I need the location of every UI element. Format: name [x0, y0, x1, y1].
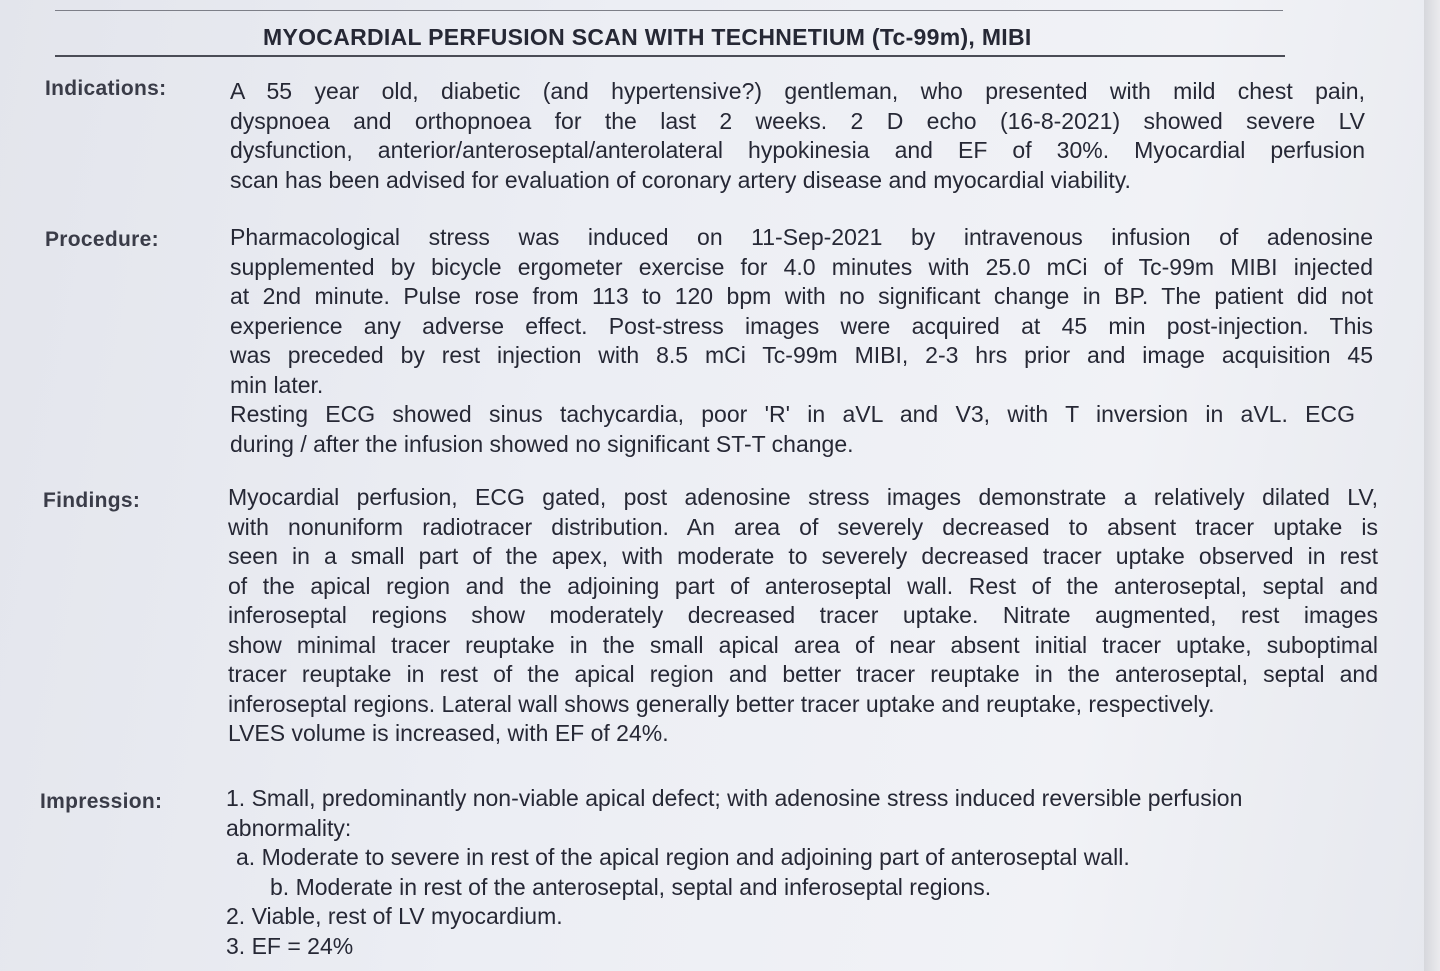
impression-item: 1. Small, predominantly non-viable apical defect; with adenosine stress induced reversible perfusion: [226, 785, 1243, 811]
impression-item: 3. EF = 24%: [226, 932, 354, 959]
procedure-text: [230, 223, 1373, 459]
impression-item: abnormality:: [226, 814, 352, 841]
findings-line: with nonuniform radiotracer distribution. An area of severely decreased to absent tracer uptake is: [228, 513, 1378, 540]
header-top-rule: [55, 10, 1283, 11]
procedure-line: during / after the infusion showed no significant ST-T change.: [230, 430, 854, 457]
findings-text: [228, 483, 1378, 749]
findings-line: of the apical region and the adjoining part of anteroseptal wall. Rest of the anteroseptal, septal and: [228, 572, 1378, 599]
impression-item: 2. Viable, rest of LV myocardium.: [226, 903, 563, 929]
procedure-line: at 2nd minute. Pulse rose from 113 to 120 bpm with no significant change in BP. The patient did not: [230, 283, 1373, 309]
impression-subitem: b. Moderate in rest of the anteroseptal, septal and inferoseptal regions.: [270, 873, 992, 900]
procedure-label: Procedure:: [45, 228, 159, 251]
procedure-line: Resting ECG showed sinus tachycardia, poor 'R' in aVL and V3, with T inversion in aVL. ECG: [230, 401, 1355, 427]
findings-line: tracer reuptake in rest of the apical region and better tracer reuptake in the anteroseptal, septal and: [228, 661, 1378, 687]
indications-line: scan has been advised for evaluation of coronary artery disease and myocardial viability.: [230, 166, 1131, 193]
paper-edge-shadow: [1424, 0, 1440, 971]
findings-line: seen in a small part of the apex, with moderate to severely decreased tracer uptake observed in rest: [228, 543, 1378, 569]
impression-text: [226, 784, 1386, 961]
procedure-line: Pharmacological stress was induced on 11-Sep-2021 by intravenous infusion of adenosine: [230, 224, 1373, 250]
findings-line: Myocardial perfusion, ECG gated, post adenosine stress images demonstrate a relatively dilated LV,: [228, 484, 1378, 510]
indications-line: dyspnoea and orthopnoea for the last 2 weeks. 2 D echo (16-8-2021) showed severe LV: [230, 107, 1365, 134]
indications-text: [230, 77, 1365, 195]
findings-label: Findings:: [43, 489, 141, 512]
findings-line: inferoseptal regions show moderately decreased tracer uptake. Nitrate augmented, rest images: [228, 602, 1378, 628]
indications-line: A 55 year old, diabetic (and hypertensive?) gentleman, who presented with mild chest pain,: [230, 78, 1365, 104]
findings-line: LVES volume is increased, with EF of 24%.: [228, 720, 669, 746]
indications-line: dysfunction, anterior/anteroseptal/anterolateral hypokinesia and EF of 30%. Myocardial perfusion: [230, 137, 1365, 163]
procedure-line: experience any adverse effect. Post-stress images were acquired at 45 min post-injection. This: [230, 312, 1373, 339]
header-bottom-rule: [55, 55, 1285, 57]
impression-label: Impression:: [40, 790, 163, 813]
findings-line: show minimal tracer reuptake in the small apical area of near absent initial tracer uptake, suboptimal: [228, 631, 1378, 658]
procedure-line: min later.: [230, 371, 324, 398]
findings-line: inferoseptal regions. Lateral wall shows generally better tracer uptake and reuptake, respectively.: [228, 690, 1215, 717]
impression-subitem: a. Moderate to severe in rest of the apical region and adjoining part of anteroseptal wall.: [236, 844, 1130, 870]
procedure-line: was preceded by rest injection with 8.5 mCi Tc-99m MIBI, 2-3 hrs prior and image acquisition 45: [230, 342, 1373, 368]
procedure-line: supplemented by bicycle ergometer exercise for 4.0 minutes with 25.0 mCi of Tc-99m MIBI injected: [230, 253, 1373, 280]
indications-label: Indications:: [45, 77, 167, 100]
report-title: MYOCARDIAL PERFUSION SCAN WITH TECHNETIUM (Tc-99m), MIBI: [263, 24, 1032, 50]
